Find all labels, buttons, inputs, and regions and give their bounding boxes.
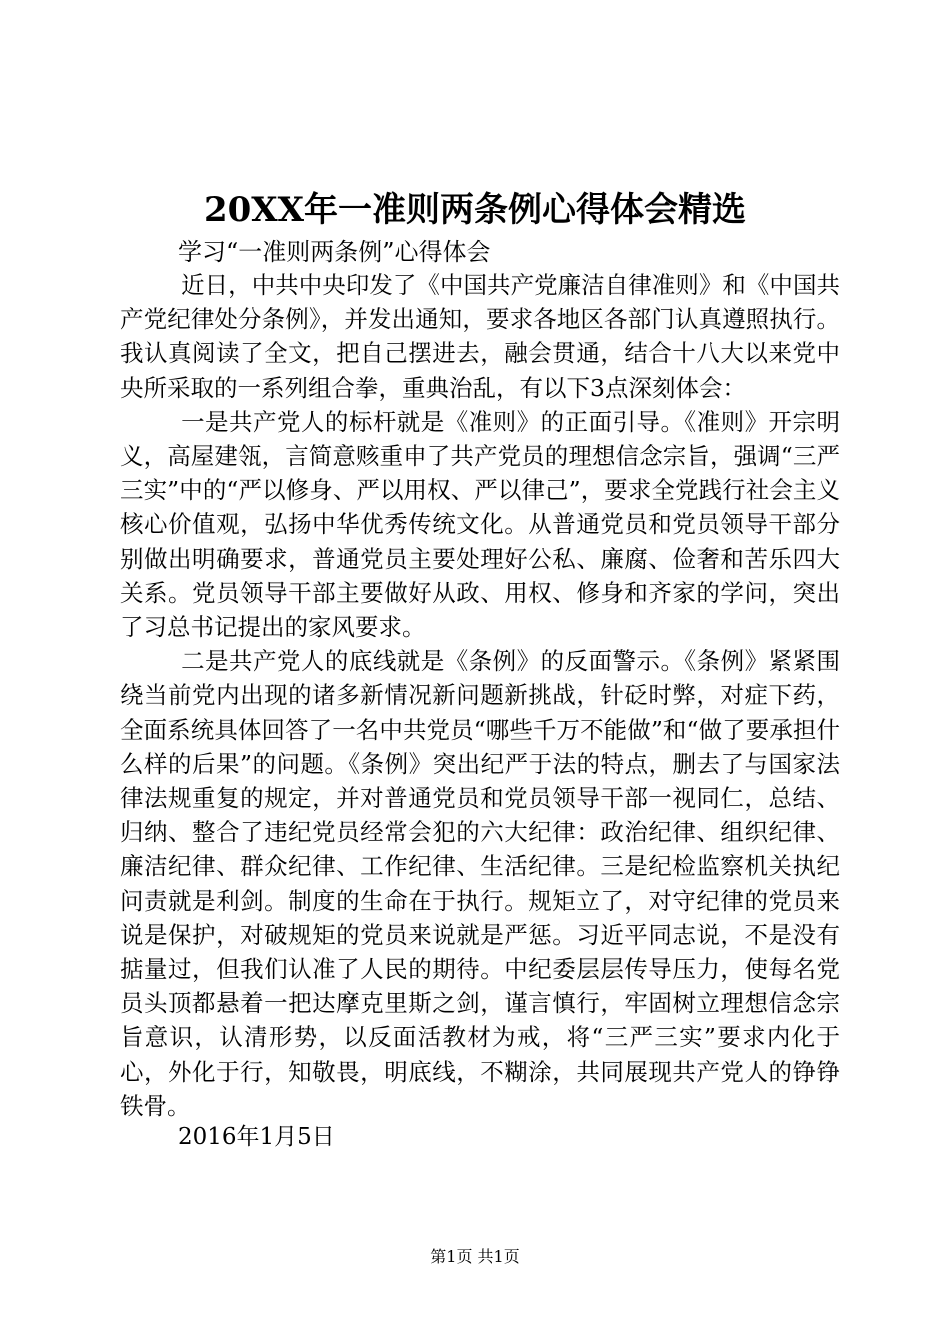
body-paragraph: 二是共产党人的底线就是《条例》的反面警示。《条例》紧紧围绕当前党内出现的诸多新情况新问题新挑战，针砭时弊，对症下药，全面系统具体回答了一名中共党员“哪些千万不能做”和“做了要承担什么样的后果”的问题。《条例》突出纪严于法的特点，删去了与国家法律法规重复的规定，并对普通党员和党员领导干部一视同仁，总结、归纳、整合了违纪党员经常会犯的六大纪律：政治纪律、组织纪律、廉洁纪律、群众纪律、工作纪律、生活纪律。三是纪检监察机关执纪问责就是利剑。制度的生命在于执行。规矩立了，对守纪律的党员来说是保护，对破规矩的党员来说就是严惩。习近平同志说，不是没有掂量过，但我们认准了人民的期待。中纪委层层传导压力，使每名党员头顶都悬着一把达摩克里斯之剑，谨言慎行，牢固树立理想信念宗旨意识，认清形势，以反面活教材为戒，将“三严三实”要求内化于心，外化于行，知敬畏，明底线，不糊涂，共同展现共产党人的铮铮铁骨。 (120, 647, 840, 1120)
document-title: 20XX年一准则两条例心得体会精选 (203, 190, 747, 230)
document-body (120, 268, 840, 1123)
document-date: 2016年1月5日 (178, 1124, 335, 1150)
body-paragraph: 近日，中共中央印发了《中国共产党廉洁自律准则》和《中国共产党纪律处分条例》，并发出通知，要求各地区各部门认真遵照执行。我认真阅读了全文，把自己摆进去，融会贯通，结合十八大以来党中央所采取的一系列组合拳，重典治乱，有以下3点深刻体会： (120, 271, 840, 402)
page-number-footer: 第1页 共1页 (430, 1247, 520, 1266)
body-paragraph: 一是共产党人的标杆就是《准则》的正面引导。《准则》开宗明义，高屋建瓴，言简意赅重申了共产党员的理想信念宗旨，强调“三严三实”中的“严以修身、严以用权、严以律己”，要求全党践行社会主义核心价值观，弘扬中华优秀传统文化。从普通党员和党员领导干部分别做出明确要求，普通党员主要处理好公私、廉腐、俭奢和苦乐四大关系。党员领导干部主要做好从政、用权、修身和齐家的学问，突出了习总书记提出的家风要求。 (120, 407, 840, 642)
document-subtitle: 学习“一准则两条例”心得体会 (178, 238, 491, 266)
